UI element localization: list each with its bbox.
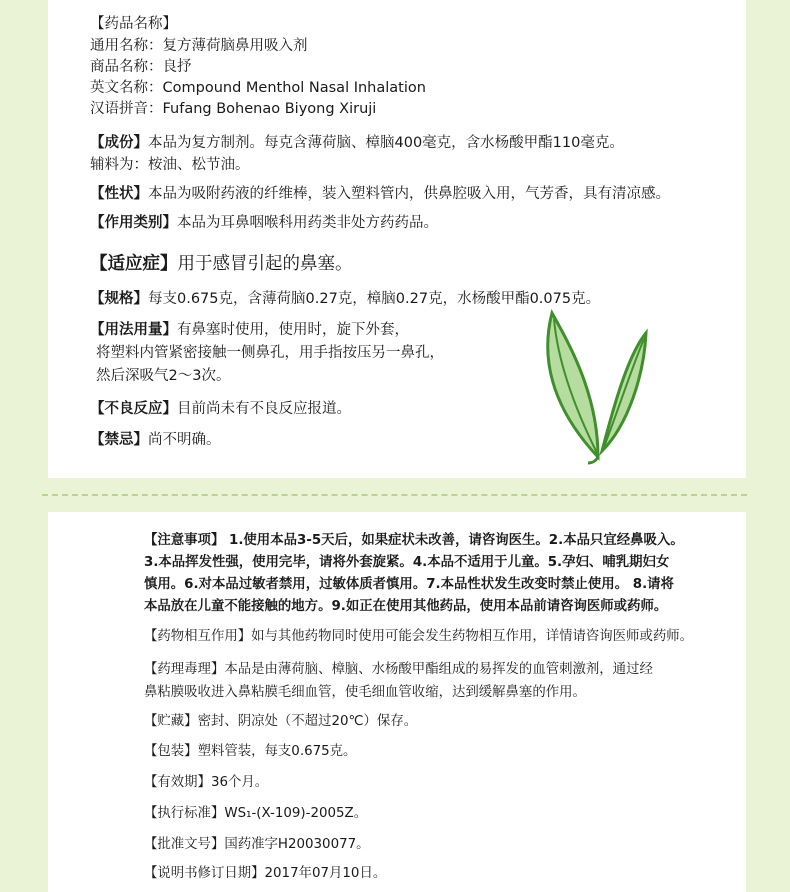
excipients: 辅料为：桉油、松节油。 <box>90 157 250 173</box>
indication-line <box>90 252 353 276</box>
trade-name: 商品名称：良抒 <box>90 59 192 75</box>
revision-tag: 【说明书修订日期】 <box>144 866 265 881</box>
contraindication-line <box>90 430 221 450</box>
adverse-line <box>90 399 351 419</box>
revision-text: 2017年07月10日。 <box>264 866 387 881</box>
storage-text: 密封、阴凉处（不超过20℃）保存。 <box>197 714 418 729</box>
pharmacology-line-2: 鼻粘膜吸收进入鼻粘膜毛细血管，使毛细血管收缩，达到缓解鼻塞的作用。 <box>144 685 586 700</box>
standard-text: WS₁-(X-109)-2005Z。 <box>224 806 368 821</box>
description-text: 本品为吸附药液的纤维棒，装入塑料管内，供鼻腔吸入用，气芳香，具有清凉感。 <box>148 186 670 202</box>
revision-line <box>144 864 386 883</box>
interaction-line <box>144 627 693 646</box>
description-tag: 【性状】 <box>90 186 148 202</box>
category-tag: 【作用类别】 <box>90 215 177 231</box>
standard-line <box>144 804 367 823</box>
storage-line <box>144 712 417 731</box>
approval-tag: 【批准文号】 <box>144 837 225 852</box>
dashed-divider <box>42 494 747 496</box>
storage-tag: 【贮藏】 <box>144 714 198 729</box>
standard-tag: 【执行标准】 <box>144 806 225 821</box>
approval-line <box>144 835 370 854</box>
usage-line-2: 将塑料内管紧密接触一侧鼻孔，用手指按压另一鼻孔， <box>96 345 444 361</box>
composition-line <box>90 133 624 153</box>
validity-line <box>144 773 268 792</box>
category-line <box>90 213 438 233</box>
spec-line <box>90 289 600 309</box>
validity-tag: 【有效期】 <box>144 775 211 790</box>
drug-name-header: 【药品名称】 <box>90 16 177 32</box>
pharmacology-text-1: 本品是由薄荷脑、樟脑、水杨酸甲酯组成的易挥发的血管刺激剂，通过经 <box>224 662 653 677</box>
validity-text: 36个月。 <box>210 775 269 790</box>
indication-tag: 【适应症】 <box>90 254 178 274</box>
description-line <box>90 184 670 204</box>
pharmacology-tag: 【药理毒理】 <box>144 662 225 677</box>
precautions-line-1: 【注意事项】 1.使用本品3-5天后，如果症状未改善，请咨询医生。2.本品只宜经鼻吸入。 <box>144 533 684 548</box>
package-text: 塑料管装，每支0.675克。 <box>197 744 357 759</box>
spec-tag: 【规格】 <box>90 291 148 307</box>
contraindication-tag: 【禁忌】 <box>90 432 148 448</box>
usage-tag: 【用法用量】 <box>90 322 177 338</box>
interaction-text: 如与其他药物同时使用可能会发生药物相互作用，详情请咨询医师或药师。 <box>251 629 694 644</box>
precautions-line-4: 本品放在儿童不能接触的地方。9.如正在使用其他药品，使用本品前请咨询医师或药师。 <box>144 599 668 614</box>
pinyin-name: 汉语拼音：Fufang Bohenao Biyong Xiruji <box>90 101 377 117</box>
category-text: 本品为耳鼻咽喉科用药类非处方药药品。 <box>177 215 438 231</box>
composition-tag: 【成份】 <box>90 135 148 151</box>
usage-text-1: 有鼻塞时使用，使用时，旋下外套， <box>177 322 409 338</box>
approval-text: 国药准字H20030077。 <box>224 837 370 852</box>
precautions-line-3: 慎用。6.对本品过敏者禁用，过敏体质者慎用。7.本品性状发生改变时禁止使用。 8.请将 <box>144 577 674 592</box>
contraindication-text: 尚不明确。 <box>148 432 221 448</box>
package-tag: 【包装】 <box>144 744 198 759</box>
adverse-tag: 【不良反应】 <box>90 401 177 417</box>
package-line <box>144 742 356 761</box>
adverse-text: 目前尚未有不良反应报道。 <box>177 401 351 417</box>
composition-text: 本品为复方制剂。每克含薄荷脑、樟脑400毫克，含水杨酸甲酯110毫克。 <box>148 135 624 151</box>
indication-text: 用于感冒引起的鼻塞。 <box>177 254 353 274</box>
bamboo-leaf-icon <box>528 305 654 465</box>
spec-text: 每支0.675克，含薄荷脑0.27克，樟脑0.27克，水杨酸甲酯0.075克。 <box>148 291 601 307</box>
english-name: 英文名称：Compound Menthol Nasal Inhalation <box>90 80 426 96</box>
usage-line-3: 然后深吸气2～3次。 <box>96 368 231 384</box>
precautions-line-2: 3.本品挥发性强，使用完毕，请将外套旋紧。4.本品不适用于儿童。5.孕妇、哺乳期妇女 <box>144 555 670 570</box>
pharmacology-line-1 <box>144 660 653 679</box>
generic-name: 通用名称：复方薄荷脑鼻用吸入剂 <box>90 38 308 54</box>
usage-line-1 <box>90 320 409 340</box>
interaction-tag: 【药物相互作用】 <box>144 629 252 644</box>
